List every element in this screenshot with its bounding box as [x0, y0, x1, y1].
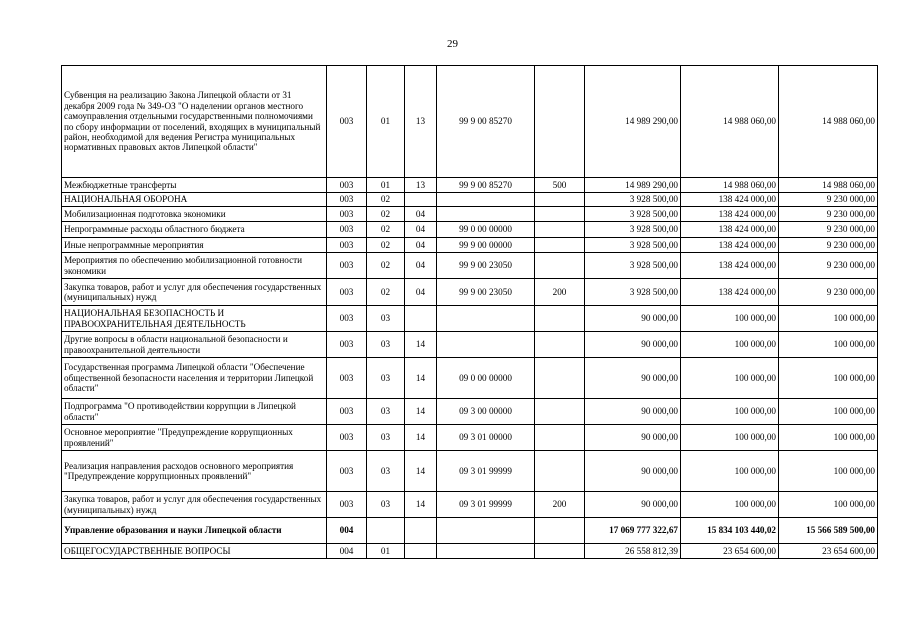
table-row: [62, 544, 878, 559]
row-ved: 003: [327, 253, 367, 279]
page-number: 29: [447, 38, 458, 50]
row-rz: 03: [367, 425, 405, 451]
row-ved: 003: [327, 451, 367, 492]
row-pr: 04: [405, 279, 437, 306]
row-name: Управление образования и науки Липецкой области: [62, 518, 327, 544]
row-amount-y3: 100 000,00: [779, 306, 878, 332]
table-row: [62, 253, 878, 279]
row-rz: 03: [367, 306, 405, 332]
row-pr: 04: [405, 253, 437, 279]
row-amount-y1: 3 928 500,00: [585, 279, 681, 306]
row-ved: 003: [327, 222, 367, 238]
row-csr: 99 9 00 85270: [437, 178, 535, 193]
row-ved: 004: [327, 544, 367, 559]
row-name: Основное мероприятие "Предупреждение коррупционных проявлений": [62, 425, 327, 451]
row-amount-y3: 100 000,00: [779, 425, 878, 451]
table-row: [62, 66, 878, 178]
row-rz: 03: [367, 451, 405, 492]
row-amount-y3: 23 654 600,00: [779, 544, 878, 559]
row-vr: 200: [535, 279, 585, 306]
row-name: Субвенция на реализацию Закона Липецкой области от 31 декабря 2009 года № 349-ОЗ "О наделении органов местного самоуправления отдельными государственными полномочиями по сбору информации от поселений, входящих в муниципальный район, необходимой для ведения Регистра муниципальных нормативных правовых актов Липецкой области": [62, 66, 327, 178]
row-amount-y3: 14 988 060,00: [779, 178, 878, 193]
row-pr: 04: [405, 207, 437, 222]
table-row: [62, 451, 878, 492]
row-vr: [535, 222, 585, 238]
row-amount-y3: 14 988 060,00: [779, 66, 878, 178]
row-csr: 09 3 01 99999: [437, 451, 535, 492]
row-name: Подпрограмма "О противодействии коррупции в Липецкой области": [62, 399, 327, 425]
row-csr: [437, 207, 535, 222]
row-amount-y2: 138 424 000,00: [681, 207, 779, 222]
row-amount-y1: 26 558 812,39: [585, 544, 681, 559]
row-ved: 003: [327, 178, 367, 193]
table-row: [62, 399, 878, 425]
row-amount-y1: 90 000,00: [585, 425, 681, 451]
row-csr: 09 0 00 00000: [437, 358, 535, 399]
row-ved: 003: [327, 193, 367, 207]
row-rz: [367, 518, 405, 544]
row-ved: 003: [327, 492, 367, 518]
table-row: [62, 193, 878, 207]
row-amount-y3: 100 000,00: [779, 358, 878, 399]
row-amount-y2: 100 000,00: [681, 492, 779, 518]
row-ved: 003: [327, 306, 367, 332]
table-row: [62, 222, 878, 238]
row-rz: 03: [367, 332, 405, 358]
row-name: Реализация направления расходов основного мероприятия "Предупреждение коррупционных проявлений": [62, 451, 327, 492]
table-row: [62, 207, 878, 222]
row-rz: 02: [367, 253, 405, 279]
row-csr: 99 9 00 00000: [437, 238, 535, 253]
row-pr: [405, 544, 437, 559]
row-amount-y2: 138 424 000,00: [681, 193, 779, 207]
table-row: [62, 492, 878, 518]
row-csr: [437, 518, 535, 544]
row-vr: [535, 425, 585, 451]
row-csr: 99 9 00 23050: [437, 279, 535, 306]
row-amount-y1: 17 069 777 322,67: [585, 518, 681, 544]
row-ved: 004: [327, 518, 367, 544]
row-amount-y2: 100 000,00: [681, 358, 779, 399]
row-pr: 14: [405, 425, 437, 451]
row-amount-y3: 100 000,00: [779, 332, 878, 358]
row-pr: [405, 193, 437, 207]
row-amount-y2: 100 000,00: [681, 451, 779, 492]
row-name: ОБЩЕГОСУДАРСТВЕННЫЕ ВОПРОСЫ: [62, 544, 327, 559]
row-vr: [535, 253, 585, 279]
row-amount-y3: 15 566 589 500,00: [779, 518, 878, 544]
row-amount-y3: 100 000,00: [779, 399, 878, 425]
row-csr: 99 0 00 00000: [437, 222, 535, 238]
row-pr: 13: [405, 178, 437, 193]
row-rz: 02: [367, 238, 405, 253]
row-amount-y1: 90 000,00: [585, 332, 681, 358]
table-row: [62, 238, 878, 253]
row-amount-y3: 100 000,00: [779, 492, 878, 518]
row-name: Мобилизационная подготовка экономики: [62, 207, 327, 222]
row-ved: 003: [327, 425, 367, 451]
row-rz: 02: [367, 193, 405, 207]
table-row: [62, 332, 878, 358]
row-vr: [535, 332, 585, 358]
row-amount-y3: 9 230 000,00: [779, 193, 878, 207]
budget-table: [61, 65, 878, 559]
row-vr: [535, 544, 585, 559]
row-ved: 003: [327, 399, 367, 425]
row-pr: 14: [405, 451, 437, 492]
row-csr: 99 9 00 85270: [437, 66, 535, 178]
table-row: [62, 358, 878, 399]
row-rz: 01: [367, 544, 405, 559]
row-vr: [535, 66, 585, 178]
table-row: [62, 518, 878, 544]
row-amount-y1: 90 000,00: [585, 306, 681, 332]
row-name: Межбюджетные трансферты: [62, 178, 327, 193]
table-row: [62, 279, 878, 306]
row-name: Непрограммные расходы областного бюджета: [62, 222, 327, 238]
row-amount-y2: 23 654 600,00: [681, 544, 779, 559]
row-csr: [437, 193, 535, 207]
row-amount-y1: 3 928 500,00: [585, 193, 681, 207]
row-amount-y2: 100 000,00: [681, 425, 779, 451]
row-csr: [437, 544, 535, 559]
row-amount-y1: 14 989 290,00: [585, 178, 681, 193]
row-vr: 200: [535, 492, 585, 518]
row-amount-y3: 9 230 000,00: [779, 279, 878, 306]
table-row: [62, 425, 878, 451]
row-pr: [405, 518, 437, 544]
row-rz: 01: [367, 66, 405, 178]
row-pr: 04: [405, 238, 437, 253]
row-vr: [535, 399, 585, 425]
row-amount-y1: 3 928 500,00: [585, 253, 681, 279]
row-vr: [535, 238, 585, 253]
row-csr: 09 3 01 99999: [437, 492, 535, 518]
row-pr: [405, 306, 437, 332]
row-amount-y2: 138 424 000,00: [681, 253, 779, 279]
row-vr: [535, 207, 585, 222]
row-rz: 03: [367, 358, 405, 399]
row-csr: 09 3 00 00000: [437, 399, 535, 425]
row-amount-y3: 9 230 000,00: [779, 222, 878, 238]
row-ved: 003: [327, 66, 367, 178]
row-amount-y3: 9 230 000,00: [779, 238, 878, 253]
row-ved: 003: [327, 238, 367, 253]
row-rz: 02: [367, 207, 405, 222]
row-amount-y2: 14 988 060,00: [681, 178, 779, 193]
row-amount-y2: 100 000,00: [681, 306, 779, 332]
row-rz: 02: [367, 222, 405, 238]
row-name: Другие вопросы в области национальной безопасности и правоохранительной деятельности: [62, 332, 327, 358]
row-pr: 04: [405, 222, 437, 238]
row-name: Закупка товаров, работ и услуг для обеспечения государственных (муниципальных) нужд: [62, 279, 327, 306]
row-amount-y3: 9 230 000,00: [779, 207, 878, 222]
row-amount-y1: 90 000,00: [585, 451, 681, 492]
row-amount-y2: 138 424 000,00: [681, 238, 779, 253]
row-amount-y2: 100 000,00: [681, 399, 779, 425]
row-name: Иные непрограммные мероприятия: [62, 238, 327, 253]
row-ved: 003: [327, 358, 367, 399]
row-amount-y1: 90 000,00: [585, 399, 681, 425]
row-amount-y2: 15 834 103 440,02: [681, 518, 779, 544]
table-row: [62, 178, 878, 193]
row-amount-y2: 100 000,00: [681, 332, 779, 358]
row-pr: 14: [405, 332, 437, 358]
row-vr: 500: [535, 178, 585, 193]
row-ved: 003: [327, 332, 367, 358]
row-pr: 14: [405, 492, 437, 518]
row-rz: 03: [367, 399, 405, 425]
row-name: НАЦИОНАЛЬНАЯ ОБОРОНА: [62, 193, 327, 207]
row-vr: [535, 193, 585, 207]
row-name: Закупка товаров, работ и услуг для обеспечения государственных (муниципальных) нужд: [62, 492, 327, 518]
row-rz: 02: [367, 279, 405, 306]
row-rz: 03: [367, 492, 405, 518]
row-csr: [437, 306, 535, 332]
row-csr: 99 9 00 23050: [437, 253, 535, 279]
row-rz: 01: [367, 178, 405, 193]
row-amount-y1: 3 928 500,00: [585, 222, 681, 238]
row-name: НАЦИОНАЛЬНАЯ БЕЗОПАСНОСТЬ И ПРАВООХРАНИТЕЛЬНАЯ ДЕЯТЕЛЬНОСТЬ: [62, 306, 327, 332]
row-amount-y2: 138 424 000,00: [681, 279, 779, 306]
row-amount-y2: 138 424 000,00: [681, 222, 779, 238]
row-vr: [535, 358, 585, 399]
row-name: Мероприятия по обеспечению мобилизационной готовности экономики: [62, 253, 327, 279]
row-ved: 003: [327, 207, 367, 222]
row-vr: [535, 518, 585, 544]
row-amount-y3: 100 000,00: [779, 451, 878, 492]
row-amount-y2: 14 988 060,00: [681, 66, 779, 178]
row-amount-y1: 3 928 500,00: [585, 238, 681, 253]
row-pr: 14: [405, 399, 437, 425]
row-amount-y1: 14 989 290,00: [585, 66, 681, 178]
row-amount-y1: 90 000,00: [585, 358, 681, 399]
row-vr: [535, 306, 585, 332]
row-amount-y3: 9 230 000,00: [779, 253, 878, 279]
row-csr: [437, 332, 535, 358]
row-amount-y1: 3 928 500,00: [585, 207, 681, 222]
row-amount-y1: 90 000,00: [585, 492, 681, 518]
table-row: [62, 306, 878, 332]
row-pr: 13: [405, 66, 437, 178]
row-csr: 09 3 01 00000: [437, 425, 535, 451]
row-ved: 003: [327, 279, 367, 306]
row-pr: 14: [405, 358, 437, 399]
row-vr: [535, 451, 585, 492]
row-name: Государственная программа Липецкой области "Обеспечение общественной безопасности населения и территории Липецкой области": [62, 358, 327, 399]
